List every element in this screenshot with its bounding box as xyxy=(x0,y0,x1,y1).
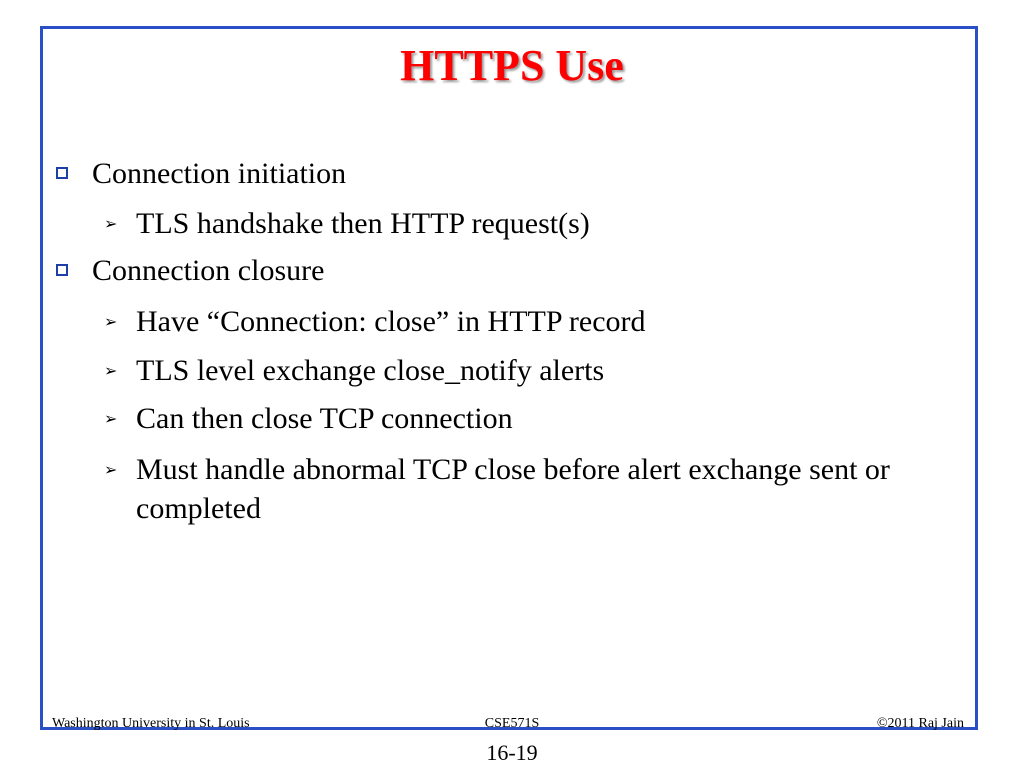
sub-bullet-text: TLS handshake then HTTP request(s) xyxy=(136,207,590,240)
sub-bullet-connection-close xyxy=(104,302,966,341)
arrow-bullet-icon: ➢ xyxy=(104,214,118,233)
footer-course: CSE571S xyxy=(484,716,540,731)
sub-bullet-tls-close-notify xyxy=(104,351,966,390)
page-number: 16-19 xyxy=(486,740,538,765)
sub-bullet-text: Can then close TCP connection xyxy=(136,402,513,435)
footer-copyright: ©2011 Raj Jain xyxy=(876,716,964,731)
slide-title: HTTPS Use xyxy=(400,41,624,90)
arrow-bullet-icon: ➢ xyxy=(104,409,118,428)
arrow-bullet-icon: ➢ xyxy=(104,460,118,479)
sub-bullet-text: TLS level exchange close_notify alerts xyxy=(136,354,605,387)
bullet-connection-initiation xyxy=(92,158,346,190)
sub-bullet-close-tcp xyxy=(104,399,966,438)
bullet-connection-closure xyxy=(92,255,324,287)
footer-institution: Washington University in St. Louis xyxy=(52,716,250,731)
sub-bullet-abnormal-close xyxy=(104,450,966,528)
arrow-bullet-icon: ➢ xyxy=(104,312,118,331)
square-bullet-icon xyxy=(56,167,68,179)
sub-bullet-text: Have “Connection: close” in HTTP record xyxy=(136,305,646,338)
bullet-text: Connection closure xyxy=(92,254,325,287)
sub-bullet-text: Must handle abnormal TCP close before alert exchange sent or completed xyxy=(136,453,890,525)
bullet-text: Connection initiation xyxy=(92,157,347,190)
sub-bullet-tls-handshake xyxy=(104,204,966,243)
arrow-bullet-icon: ➢ xyxy=(104,361,118,380)
square-bullet-icon xyxy=(56,264,68,276)
